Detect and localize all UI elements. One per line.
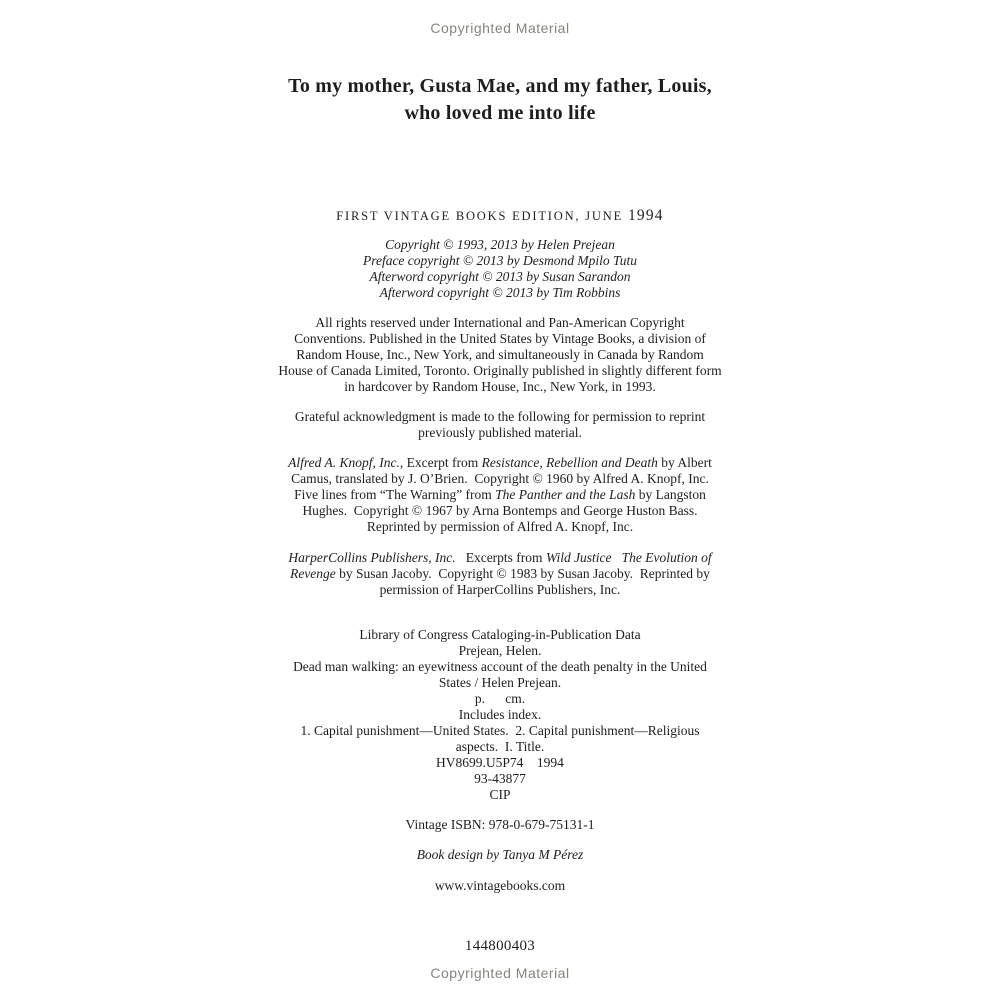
credit-text: by Albert bbox=[657, 455, 712, 470]
dedication bbox=[0, 73, 1000, 127]
camus-book-title: Resistance, Rebellion and Death bbox=[481, 455, 658, 470]
harpercollins-credit-line bbox=[0, 566, 1000, 582]
knopf-permission-credit bbox=[0, 455, 1000, 535]
edition-year: 1994 bbox=[627, 207, 664, 224]
copyright-line: Afterword copyright © 2013 by Susan Sarandon bbox=[369, 269, 631, 284]
cataloging-line: Dead man walking: an eyewitness account of the death penalty in the United bbox=[293, 659, 707, 674]
knopf-credit-line bbox=[0, 487, 1000, 503]
knopf-credit-line: Reprinted by permission of Alfred A. Knopf, Inc. bbox=[366, 519, 634, 534]
edition-statement bbox=[0, 207, 1000, 225]
credit-text: Excerpts from bbox=[455, 550, 546, 565]
knopf-credit-line bbox=[0, 455, 1000, 471]
harpercollins-publisher-name: HarperCollins Publishers, Inc. bbox=[288, 550, 456, 565]
copyright-notices bbox=[0, 237, 1000, 301]
cataloging-line: aspects. I. Title. bbox=[455, 739, 545, 754]
harpercollins-credit-line: permission of HarperCollins Publishers, Inc. bbox=[379, 582, 621, 597]
loc-call-number: HV8699.U5P74 1994 bbox=[436, 755, 564, 770]
acknowledgment-line: Grateful acknowledgment is made to the following for permission to reprint bbox=[294, 409, 706, 424]
copyrighted-material-banner-bottom: Copyrighted Material bbox=[430, 965, 570, 981]
copyrighted-material-banner-top: Copyrighted Material bbox=[430, 20, 570, 36]
book-design-credit: Book design by Tanya M Pérez bbox=[416, 847, 584, 862]
cataloging-line: Includes index. bbox=[458, 707, 542, 722]
rights-line: in hardcover by Random House, Inc., New York, in 1993. bbox=[344, 379, 656, 394]
rights-line: Conventions. Published in the United States by Vintage Books, a division of bbox=[294, 331, 706, 346]
hughes-book-title: The Panther and the Lash bbox=[495, 487, 636, 502]
isbn-line: Vintage ISBN: 978-0-679-75131-1 bbox=[405, 817, 595, 832]
copyright-line: Copyright © 1993, 2013 by Helen Prejean bbox=[385, 237, 615, 252]
cataloging-line: 1. Capital punishment—United States. 2. Capital punishment—Religious bbox=[300, 723, 700, 738]
credit-text: , Excerpt from bbox=[399, 455, 482, 470]
edition-text: FIRST VINTAGE BOOKS EDITION, JUNE bbox=[336, 209, 628, 223]
cataloging-line: States / Helen Prejean. bbox=[438, 675, 562, 690]
credit-text: by Susan Jacoby. Copyright © 1983 by Susan Jacoby. Reprinted by bbox=[335, 566, 710, 581]
cataloging-line: Library of Congress Cataloging-in-Publication Data bbox=[359, 627, 641, 642]
copyright-line: Preface copyright © 2013 by Desmond Mpilo Tutu bbox=[362, 253, 638, 268]
copyright-line: Afterword copyright © 2013 by Tim Robbins bbox=[379, 285, 621, 300]
acknowledgment-line: previously published material. bbox=[418, 425, 582, 440]
cataloging-line: Prejean, Helen. bbox=[458, 643, 542, 658]
harpercollins-credit-line bbox=[0, 550, 1000, 566]
library-of-congress-cataloging-data bbox=[0, 627, 1000, 803]
jacoby-book-title-continued: Revenge bbox=[290, 566, 336, 581]
acknowledgment-paragraph bbox=[0, 409, 1000, 441]
rights-line: House of Canada Limited, Toronto. Originally published in slightly different form bbox=[278, 363, 722, 378]
knopf-publisher-name: Alfred A. Knopf, Inc. bbox=[288, 455, 400, 470]
jacoby-book-title: Wild Justice The Evolution of bbox=[545, 550, 712, 565]
cataloging-line: p. cm. bbox=[474, 691, 526, 706]
rights-line: All rights reserved under International and Pan-American Copyright bbox=[315, 315, 685, 330]
knopf-credit-line: Hughes. Copyright © 1967 by Arna Bontemps and George Huston Bass. bbox=[302, 503, 698, 518]
dedication-line-2: who loved me into life bbox=[404, 102, 596, 124]
credit-text: Five lines from “The Warning” from bbox=[294, 487, 496, 502]
loc-card-number: 93-43877 bbox=[474, 771, 526, 786]
dedication-line-1: To my mother, Gusta Mae, and my father, Louis, bbox=[288, 75, 712, 97]
harpercollins-permission-credit bbox=[0, 550, 1000, 598]
credit-text: by Langston bbox=[635, 487, 706, 502]
cip-label: CIP bbox=[489, 787, 511, 802]
rights-reserved-paragraph bbox=[0, 315, 1000, 395]
rights-line: Random House, Inc., New York, and simultaneously in Canada by Random bbox=[296, 347, 704, 362]
print-code: 144800403 bbox=[464, 938, 536, 954]
knopf-credit-line: Camus, translated by J. O’Brien. Copyright © 1960 by Alfred A. Knopf, Inc. bbox=[291, 471, 709, 486]
publisher-website: www.vintagebooks.com bbox=[434, 878, 566, 893]
